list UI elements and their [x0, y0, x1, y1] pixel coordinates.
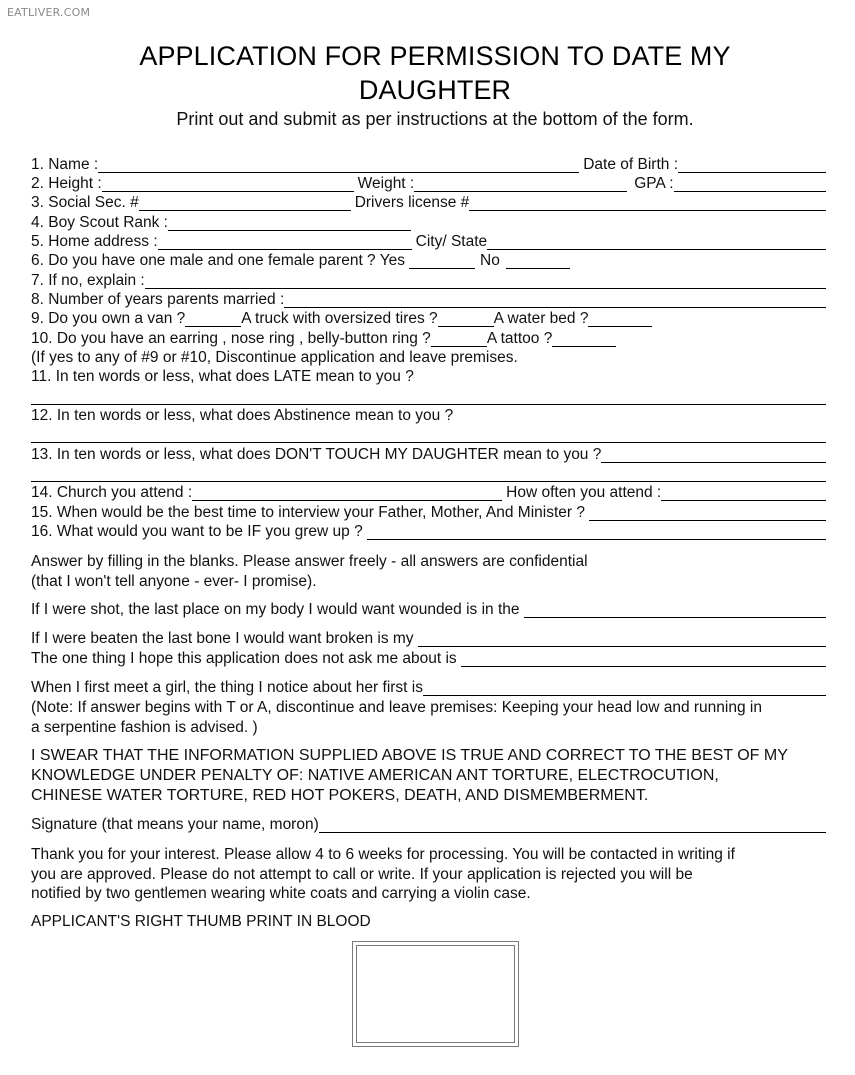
- dob-field[interactable]: [678, 157, 826, 173]
- how-often-field[interactable]: [661, 485, 826, 501]
- late-row: [31, 367, 826, 387]
- dont-touch-answer-line[interactable]: [31, 481, 826, 482]
- late-answer-line[interactable]: [31, 404, 826, 405]
- shot-row: [31, 600, 826, 620]
- closing-line1: Thank you for your interest. Please allow 4 to 6 weeks for processing. You will be contacted in writing if: [31, 846, 735, 863]
- earring-label: 10. Do you have an earring , nose ring , belly-button ring ?: [31, 330, 431, 347]
- page-title-line2: DAUGHTER: [358, 75, 512, 105]
- late-label: 11. In ten words or less, what does LATE mean to you ?: [31, 368, 414, 385]
- earring-field[interactable]: [431, 331, 487, 347]
- scout-field[interactable]: [168, 215, 411, 231]
- gpa-label: GPA :: [634, 175, 674, 192]
- interview-field[interactable]: [589, 505, 826, 521]
- beaten-label: If I were beaten the last bone I would want broken is my: [31, 630, 414, 647]
- abstinence-label: 12. In ten words or less, what does Abstinence mean to you ?: [31, 407, 454, 424]
- beaten-row: [31, 629, 826, 649]
- oath-line1: I SWEAR THAT THE INFORMATION SUPPLIED ABOVE IS TRUE AND CORRECT TO THE BEST OF MY: [31, 747, 788, 764]
- van-label: 9. Do you own a van ?: [31, 310, 186, 327]
- thumb-print-box-inner: [356, 945, 515, 1043]
- city-field[interactable]: [487, 234, 826, 250]
- explain-label: 7. If no, explain :: [31, 272, 145, 289]
- tattoo-field[interactable]: [552, 331, 616, 347]
- girl-field[interactable]: [423, 680, 826, 696]
- fill-in-intro-line1: Answer by filling in the blanks. Please answer freely - all answers are confidential: [31, 553, 588, 570]
- grew-up-row: [31, 522, 826, 542]
- beaten-field[interactable]: [418, 631, 826, 647]
- ssn-label: 3. Social Sec. #: [31, 194, 139, 211]
- signature-row: [31, 815, 826, 835]
- watermark: EATLIVER.COM: [7, 6, 91, 19]
- church-row: [31, 483, 826, 503]
- weight-label: Weight :: [357, 175, 415, 192]
- ssn-row: [31, 193, 826, 213]
- gpa-field[interactable]: [674, 176, 826, 192]
- oath: [31, 746, 835, 806]
- address-row: [31, 232, 826, 252]
- abstinence-answer-line[interactable]: [31, 442, 826, 443]
- city-label: City/ State: [415, 233, 488, 250]
- dob-label: Date of Birth :: [583, 156, 678, 173]
- thumb-print-box: [352, 941, 519, 1047]
- closing: [31, 845, 835, 904]
- church-label: 14. Church you attend :: [31, 484, 193, 501]
- address-field[interactable]: [158, 234, 412, 250]
- girl-row: [31, 678, 826, 698]
- grew-up-label: 16. What would you want to be IF you grew up ?: [31, 523, 363, 540]
- thumb-print-label: APPLICANT'S RIGHT THUMB PRINT IN BLOOD: [31, 913, 371, 930]
- earring-row: [31, 329, 826, 349]
- name-row: [31, 155, 826, 175]
- weight-field[interactable]: [414, 176, 627, 192]
- grew-up-field[interactable]: [367, 524, 826, 540]
- parents-no-label: No: [480, 252, 500, 269]
- closing-line2: you are approved. Please do not attempt to call or write. If your application is rejected you will be: [31, 865, 693, 883]
- van-field[interactable]: [185, 311, 241, 327]
- fill-in-intro: [31, 552, 829, 591]
- married-label: 8. Number of years parents married :: [31, 291, 285, 308]
- girl-note: [31, 698, 835, 737]
- tattoo-label: A tattoo ?: [486, 330, 553, 347]
- hope-field[interactable]: [461, 651, 826, 667]
- hope-row: [31, 649, 826, 669]
- height-label: 2. Height :: [31, 175, 102, 192]
- explain-field[interactable]: [145, 273, 826, 289]
- dont-touch-label: 13. In ten words or less, what does DON'T TOUCH MY DAUGHTER mean to you ?: [31, 446, 602, 463]
- oath-line3: CHINESE WATER TORTURE, RED HOT POKERS, DEATH, AND DISMEMBERMENT.: [31, 787, 649, 804]
- interview-label: 15. When would be the best time to interview your Father, Mother, And Minister ?: [31, 504, 585, 521]
- truck-label: A truck with oversized tires ?: [241, 310, 438, 327]
- hope-label: The one thing I hope this application does not ask me about is: [31, 650, 457, 667]
- page-subtitle: Print out and submit as per instructions at the bottom of the form.: [176, 109, 694, 129]
- license-label: Drivers license #: [354, 194, 470, 211]
- truck-field[interactable]: [438, 311, 494, 327]
- dont-touch-field[interactable]: [601, 447, 826, 463]
- ssn-field[interactable]: [139, 195, 351, 211]
- parents-row: [31, 251, 826, 271]
- dont-touch-row: [31, 445, 826, 465]
- married-row: [31, 290, 826, 310]
- explain-row: [31, 271, 826, 291]
- height-row: [31, 174, 826, 194]
- shot-field[interactable]: [524, 602, 826, 618]
- waterbed-field[interactable]: [588, 311, 652, 327]
- address-label: 5. Home address :: [31, 233, 158, 250]
- height-field[interactable]: [102, 176, 354, 192]
- discontinue-row: [31, 348, 826, 368]
- church-field[interactable]: [192, 485, 502, 501]
- waterbed-label: A water bed ?: [493, 310, 589, 327]
- scout-label: 4. Boy Scout Rank :: [31, 214, 168, 231]
- interview-row: [31, 503, 826, 523]
- van-row: [31, 309, 826, 329]
- name-field[interactable]: [98, 157, 579, 173]
- discontinue-note: (If yes to any of #9 or #10, Discontinue application and leave premises.: [31, 349, 518, 366]
- oath-line2: KNOWLEDGE UNDER PENALTY OF: NATIVE AMERICAN ANT TORTURE, ELECTROCUTION,: [31, 767, 719, 784]
- license-field[interactable]: [469, 195, 826, 211]
- signature-field[interactable]: [319, 817, 826, 833]
- name-label: 1. Name :: [31, 156, 99, 173]
- shot-label: If I were shot, the last place on my body I would want wounded is in the: [31, 601, 520, 618]
- girl-note-line1: (Note: If answer begins with T or A, discontinue and leave premises: Keeping your head low and running in: [31, 699, 762, 716]
- signature-label: Signature (that means your name, moron): [31, 816, 319, 833]
- page-title-line1: APPLICATION FOR PERMISSION TO DATE MY: [139, 41, 731, 71]
- parents-no-field[interactable]: [506, 253, 570, 269]
- parents-label: 6. Do you have one male and one female parent ? Yes: [31, 252, 405, 269]
- girl-note-line2: a serpentine fashion is advised. ): [31, 718, 258, 736]
- fill-in-intro-line2: (that I won't tell anyone - ever- I promise).: [31, 572, 317, 590]
- parents-yes-field[interactable]: [409, 253, 475, 269]
- married-field[interactable]: [284, 292, 826, 308]
- how-often-label: How often you attend :: [506, 484, 662, 501]
- abstinence-row: [31, 406, 826, 426]
- scout-row: [31, 213, 826, 233]
- girl-label: When I first meet a girl, the thing I notice about her first is: [31, 679, 423, 696]
- closing-line3: notified by two gentlemen wearing white coats and carrying a violin case.: [31, 885, 531, 902]
